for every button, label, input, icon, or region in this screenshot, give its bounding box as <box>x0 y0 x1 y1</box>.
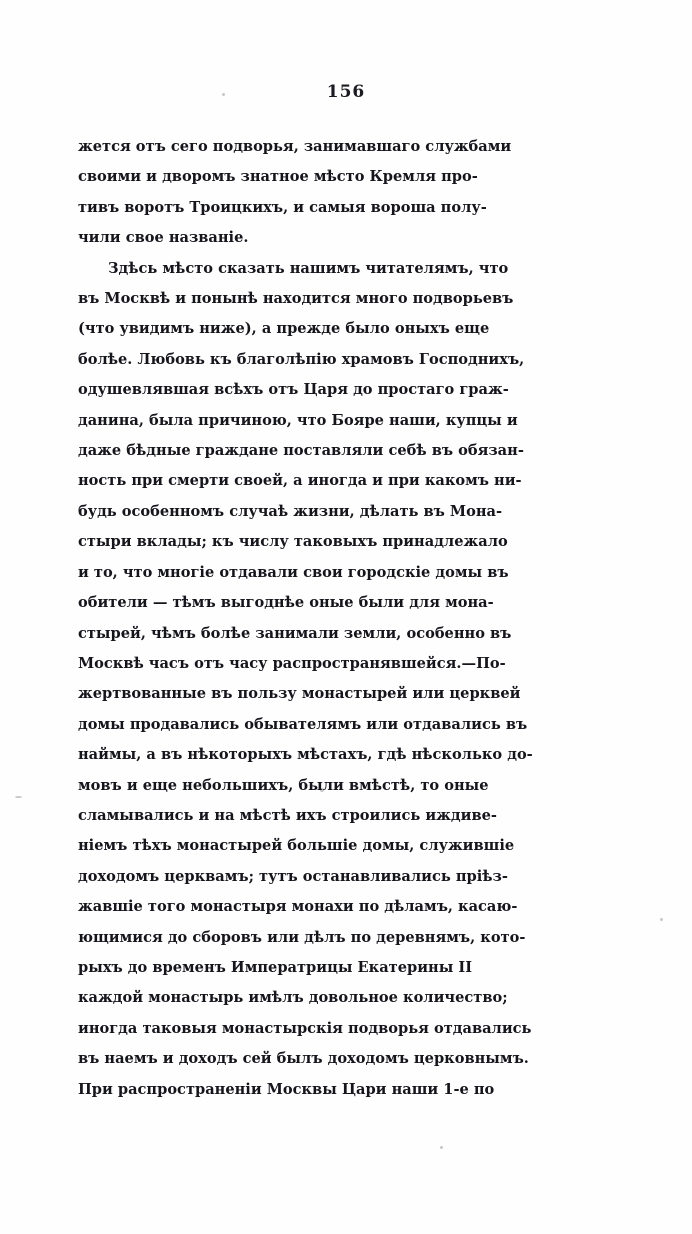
text-line: жертвованные въ пользу монастырей или церквей <box>78 685 521 703</box>
paragraph-3 <box>78 1075 614 1105</box>
text-line: (что увидимъ ниже), а прежде было оныхъ еще <box>78 320 490 338</box>
scan-speck <box>660 918 663 921</box>
text-line: обители — тѣмъ выгоднѣе оные были для мона- <box>78 594 494 612</box>
text-line: въ наемъ и доходъ сей былъ доходомъ церковнымъ. <box>78 1050 529 1068</box>
text-line: Москвѣ часъ отъ часу распространявшейся.—По- <box>78 654 506 672</box>
page-number: 156 <box>326 82 366 102</box>
text-line: наймы, а въ нѣкоторыхъ мѣстахъ, гдѣ нѣсколько до- <box>78 746 533 764</box>
text-line: будь особенномъ случаѣ жизни, дѣлать въ Мона- <box>78 502 503 520</box>
scan-speck <box>15 796 22 798</box>
text-line: тивъ воротъ Троицкихъ, и самыя вороша полу- <box>78 198 487 216</box>
text-line: ніемъ тѣхъ монастырей большіе домы, служившіе <box>78 837 515 855</box>
text-line: иногда таковыя монастырскія подворья отдавались <box>78 1019 532 1037</box>
text-line: данина, была причиною, что Бояре наши, купцы и <box>78 411 518 429</box>
text-line: жавшіе того монастыря монахи по дѣламъ, касаю- <box>78 898 518 916</box>
text-line: стырей, чѣмъ болѣе занимали земли, особенно въ <box>78 624 512 642</box>
text-line: сламывались и на мѣстѣ ихъ строились иждиве- <box>78 806 497 824</box>
text-line: одушевлявшая всѣхъ отъ Царя до простаго граж- <box>78 381 509 399</box>
paragraph-1 <box>78 132 614 254</box>
text-line: въ Москвѣ и понынѣ находится много подворьевъ <box>78 290 514 308</box>
text-line: ность при смерти своей, а иногда и при какомъ ни- <box>78 472 522 490</box>
text-line: Здѣсь мѣсто сказать нашимъ читателямъ, что <box>108 259 509 277</box>
scan-speck <box>222 93 225 96</box>
text-line: чили свое названіе. <box>78 229 249 247</box>
page-body <box>78 132 614 1105</box>
text-line: рыхъ до временъ Императрицы Екатерины II <box>78 958 473 976</box>
text-line: своими и дворомъ знатное мѣсто Кремля про- <box>78 168 478 186</box>
text-line: домы продавались обывателямъ или отдавались въ <box>78 715 528 733</box>
text-line: доходомъ церквамъ; тутъ останавливались пріѣз- <box>78 867 508 885</box>
text-line: ющимися до сборовъ или дѣлъ по деревнямъ, кото- <box>78 928 526 946</box>
paragraph-2 <box>78 254 614 1075</box>
text-line: болѣе. Любовь къ благолѣпію храмовъ Господнихъ, <box>78 350 525 368</box>
text-line: мовъ и еще небольшихъ, были вмѣстѣ, то оные <box>78 776 489 794</box>
scan-speck <box>440 1146 443 1149</box>
text-line: жется отъ сего подворья, занимавшаго службами <box>78 138 512 155</box>
text-line: даже бѣдные граждане поставляли себѣ въ обязан- <box>78 442 524 460</box>
text-line: и то, что многіе отдавали свои городскіе домы въ <box>78 563 509 581</box>
text-line: стыри вклады; къ числу таковыхъ принадлежало <box>78 533 508 551</box>
text-line: При распространеніи Москвы Цари наши 1-е по <box>78 1080 495 1098</box>
text-line: каждой монастырь имѣлъ довольное количество; <box>78 989 508 1007</box>
